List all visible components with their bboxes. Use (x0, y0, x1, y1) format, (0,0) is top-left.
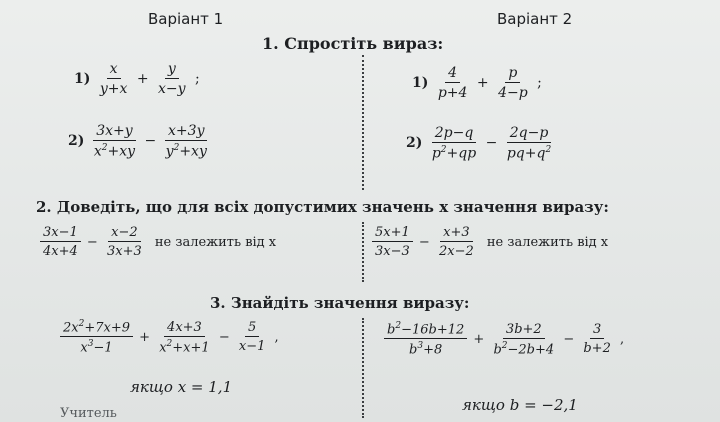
fraction: $\frac{3x-1}{4x+4}$ (40, 226, 81, 258)
fraction: $\frac{b^2-16b+12}{b^3+8}$ (384, 322, 467, 357)
column-divider-2 (362, 222, 364, 282)
variant2-heading: Варіант 2 (497, 10, 573, 28)
fraction: $\frac{5x+1}{3x-3}$ (372, 226, 413, 258)
fraction: $\frac{p}{4-p}$ (498, 65, 528, 101)
task3-title: 3. Знайдіть значення виразу: (210, 294, 470, 312)
task2-v2-expression: $\frac{5x+1}{3x-3}$ − $\frac{x+3}{2x-2}$ не залежить від x (372, 226, 610, 258)
statement-text: не залежить від x (486, 234, 609, 250)
task3-v2-expression: $\frac{b^2-16b+12}{b^3+8}$ + $\frac{3b+2}{b^2-2b+4}$ − $\frac{3}{b+2}$ , (384, 322, 626, 357)
task1-v2-item1: 1) $\frac{4}{p+4}$ + $\frac{p}{4-p}$ ; (412, 65, 542, 101)
task2-v1-expression: $\frac{3x-1}{4x+4}$ − $\frac{x-2}{3x+3}$ не залежить від x (40, 226, 278, 258)
fraction: $\frac{2x^2+7x+9}{x^3-1}$ (60, 320, 133, 355)
fraction: $\frac{x+3}{2x-2}$ (438, 225, 474, 259)
task1-title: 1. Спростіть вираз: (262, 34, 444, 53)
task3-v1-expression: $\frac{2x^2+7x+9}{x^3-1}$ + $\frac{4x+3}{x^2+x+1}$ − $\frac{5}{x-1}$ , (60, 320, 281, 355)
column-divider-1 (362, 55, 364, 190)
fraction: $\frac{3b+2}{b^2-2b+4}$ (493, 321, 555, 357)
task1-v2-item2: 2) $\frac{2p-q}{p^2+qp}$ − $\frac{2q-p}{pq+q^2}$ (404, 126, 554, 161)
fraction: $\frac{3x+y}{x^2+xy}$ (93, 123, 136, 160)
column-divider-3 (362, 318, 364, 418)
fraction: $\frac{5}{x-1}$ (238, 320, 266, 355)
task1-v1-item2: 2) $\frac{3x+y}{x^2+xy}$ − $\frac{x+3y}{y^2+xy}$ (66, 124, 210, 159)
fraction: $\frac{3}{b+2}$ (583, 322, 611, 357)
fraction: $\frac{x}{y+x}$ (99, 61, 128, 97)
footer-fragment: Учитель (60, 406, 117, 421)
fraction: $\frac{2p-q}{p^2+qp}$ (431, 125, 477, 162)
task3-v2-condition: якщо b = −2,1 (462, 396, 578, 414)
variant1-heading: Варіант 1 (148, 10, 224, 28)
statement-text: не залежить від x (154, 234, 277, 250)
task3-v1-condition: якщо x = 1,1 (130, 378, 233, 396)
fraction: $\frac{y}{x-y}$ (158, 61, 186, 97)
fraction: $\frac{2q-p}{pq+q^2}$ (506, 125, 552, 162)
task2-title: 2. Доведіть, що для всіх допустимих значень x значення виразу: (36, 198, 609, 216)
fraction: $\frac{4x+3}{x^2+x+1}$ (159, 319, 210, 355)
fraction: $\frac{x+3y}{y^2+xy}$ (165, 123, 207, 160)
fraction: $\frac{4}{p+4}$ (437, 65, 468, 101)
fraction: $\frac{x-2}{3x+3}$ (106, 225, 142, 259)
task1-v1-item1: 1) $\frac{x}{y+x}$ + $\frac{y}{x-y}$ ; (74, 61, 200, 97)
